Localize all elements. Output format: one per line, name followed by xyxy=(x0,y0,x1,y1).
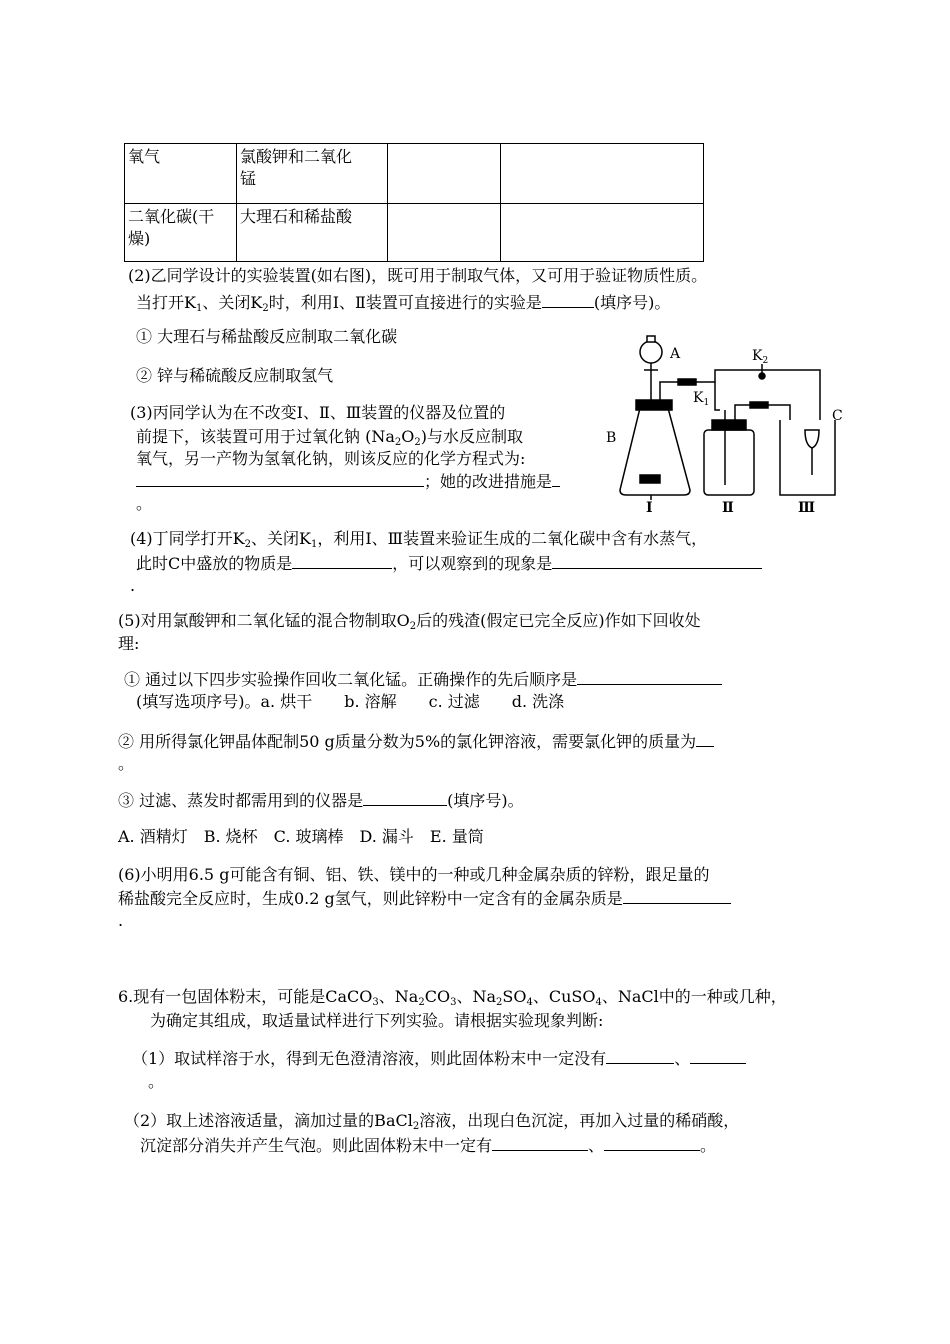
subscript: 2 xyxy=(762,356,769,366)
k-letter: K xyxy=(693,390,704,406)
answer-blank[interactable] xyxy=(292,552,392,569)
label-III: Ⅲ xyxy=(798,500,816,516)
text: ② 用所得氯化钾晶体配制50 g质量分数为5%的氯化钾溶液，需要氯化钾的质量为 xyxy=(118,732,697,751)
q3-line4 xyxy=(136,470,560,493)
subscript: 1 xyxy=(195,303,203,314)
q3-line5: 。 xyxy=(136,494,153,513)
cell-text: 大理石和稀盐酸 xyxy=(240,207,353,226)
subscript: 2 xyxy=(414,437,421,448)
text: SO xyxy=(502,987,527,1006)
p6-line2: 为确定其组成，取适量试样进行下列实验。请根据实验现象判断: xyxy=(150,1011,604,1030)
q5-step1b: (填写选项序号)。a. 烘干 b. 溶解 c. 过滤 d. 洗涤 xyxy=(136,692,565,711)
text: O xyxy=(401,427,415,446)
text: (4)丁同学打开K xyxy=(130,529,245,548)
table-cell xyxy=(501,204,704,262)
answer-blank[interactable] xyxy=(690,1047,746,1064)
q2-line2 xyxy=(136,291,670,314)
p6-line1 xyxy=(118,986,787,1008)
subscript: 4 xyxy=(526,997,533,1008)
text: 、Na xyxy=(378,987,419,1006)
text: 、 xyxy=(588,1136,605,1155)
subscript: 3 xyxy=(450,997,457,1008)
text: ；她的改进措施是 xyxy=(424,472,553,491)
q5-options: A. 酒精灯 B. 烧杯 C. 玻璃棒 D. 漏斗 E. 量筒 xyxy=(118,827,484,846)
p6-step1-end: 。 xyxy=(148,1072,165,1091)
label-K2 xyxy=(752,348,768,366)
subscript: 4 xyxy=(595,997,602,1008)
apparatus-lines xyxy=(620,336,835,500)
text: ① 通过以下四步实验操作回收二氧化锰。正确操作的先后顺序是 xyxy=(124,670,578,689)
table-row xyxy=(125,144,704,204)
table-cell xyxy=(125,204,237,262)
text: (填序号)。 xyxy=(593,293,671,312)
subscript: 3 xyxy=(372,997,379,1008)
q6-line3: . xyxy=(118,911,124,930)
label-II: Ⅱ xyxy=(722,500,734,516)
table-cell xyxy=(388,204,501,262)
text: 、NaCl中的一种或几种， xyxy=(601,987,787,1006)
cell-text: 二氧化碳(干 xyxy=(128,207,215,226)
label-A: A xyxy=(670,346,681,362)
text: 、关闭K xyxy=(202,293,263,312)
q3-line1: (3)丙同学认为在不改变Ⅰ、Ⅱ、Ⅲ装置的仪器及位置的 xyxy=(130,403,506,422)
text: 。 xyxy=(700,1136,717,1155)
cell-text: 燥) xyxy=(128,229,151,248)
q5-step2a xyxy=(118,730,714,753)
table-row xyxy=(125,204,704,262)
text: 前提下，该装置可用于过氧化钠 (Na xyxy=(136,427,395,446)
p6-step2b xyxy=(140,1134,716,1157)
subscript: 2 xyxy=(244,539,251,550)
q2-option-2: ② 锌与稀硫酸反应制取氢气 xyxy=(136,366,334,385)
k-letter: K xyxy=(752,348,763,364)
text: 沉淀部分消失并产生气泡。则此固体粉末中一定有 xyxy=(140,1136,493,1155)
q6-line2 xyxy=(118,887,731,910)
text: 溶液，出现白色沉淀，再加入过量的稀硝酸， xyxy=(419,1111,740,1130)
text: 、CuSO xyxy=(532,987,596,1006)
q5-step3 xyxy=(118,789,524,812)
q3-line3: 氧气，另一产物为氢氧化钠，则该反应的化学方程式为: xyxy=(136,449,526,468)
q4-line2 xyxy=(136,552,762,575)
label-K1 xyxy=(693,390,709,408)
text: （1）取试样溶于水，得到无色澄清溶液，则此固体粉末中一定没有 xyxy=(132,1049,607,1068)
text: 、Na xyxy=(456,987,496,1006)
text: ，可以观察到的现象是 xyxy=(392,554,553,573)
subscript: 2 xyxy=(418,997,425,1008)
answer-blank[interactable] xyxy=(604,1134,700,1151)
text: (5)对用氯酸钾和二氧化锰的混合物制取O xyxy=(118,611,410,630)
q4-line3: . xyxy=(130,576,136,595)
subscript: 2 xyxy=(394,437,402,448)
cell-text: 氧气 xyxy=(128,147,161,166)
label-B: B xyxy=(606,430,617,446)
text: ③ 过滤、蒸发时都需用到的仪器是 xyxy=(118,791,364,810)
text: (填序号)。 xyxy=(447,791,524,810)
gas-table xyxy=(124,143,704,262)
text: 、 xyxy=(674,1049,691,1068)
answer-blank[interactable] xyxy=(363,789,447,806)
text: )与水反应制取 xyxy=(420,427,523,446)
text: CO xyxy=(424,987,451,1006)
text: 此时C中盛放的物质是 xyxy=(136,554,293,573)
label-C: C xyxy=(832,408,843,424)
subscript: 2 xyxy=(496,997,503,1008)
subscript: 1 xyxy=(703,398,710,408)
text: 稀盐酸完全反应时，生成0.2 g氢气，则此锌粉中一定含有的金属杂质是 xyxy=(118,889,623,908)
subscript: 2 xyxy=(412,1121,420,1132)
q4-line1 xyxy=(130,528,707,550)
q5-line1 xyxy=(118,610,701,632)
q2-line1: (2)乙同学设计的实验装置(如右图)，既可用于制取气体，又可用于验证物质性质。 xyxy=(128,266,708,285)
answer-blank[interactable] xyxy=(552,470,560,487)
answer-blank[interactable] xyxy=(623,887,731,904)
table-cell xyxy=(501,144,704,204)
answer-blank[interactable] xyxy=(136,470,424,487)
subscript: 2 xyxy=(262,303,269,314)
cell-text: 氯酸钾和二氧化 xyxy=(240,147,353,166)
table-cell xyxy=(125,144,237,204)
answer-blank[interactable] xyxy=(492,1134,588,1151)
answer-blank[interactable] xyxy=(696,730,714,747)
apparatus-figure xyxy=(600,330,850,520)
text: 时，利用Ⅰ、Ⅱ装置可直接进行的实验是 xyxy=(268,293,542,312)
label-I: Ⅰ xyxy=(646,500,653,516)
q6-line1: (6)小明用6.5 g可能含有铜、铝、铁、镁中的一种或几种金属杂质的锌粉，跟足量的 xyxy=(118,865,710,884)
text: ，利用Ⅰ、Ⅲ装置来验证生成的二氧化碳中含有水蒸气， xyxy=(317,529,708,548)
q5-step2b: 。 xyxy=(118,754,135,773)
answer-blank[interactable] xyxy=(542,291,594,308)
q5-step1a xyxy=(124,668,722,691)
q5-line2: 理: xyxy=(118,634,140,653)
table-cell xyxy=(237,144,388,204)
text: 当打开K xyxy=(136,293,196,312)
table-cell xyxy=(237,204,388,262)
text: 6.现有一包固体粉末，可能是CaCO xyxy=(118,987,373,1006)
q2-option-1: ① 大理石与稀盐酸反应制取二氧化碳 xyxy=(136,327,398,346)
subscript: 1 xyxy=(310,539,318,550)
cell-text: 锰 xyxy=(240,169,257,188)
p6-step2a xyxy=(124,1110,739,1132)
table-cell xyxy=(388,144,501,204)
text: 后的残渣(假定已完全反应)作如下回收处 xyxy=(416,611,701,630)
answer-blank[interactable] xyxy=(606,1047,674,1064)
answer-blank[interactable] xyxy=(552,552,762,569)
subscript: 2 xyxy=(409,621,417,632)
text: （2）取上述溶液适量，滴加过量的BaCl xyxy=(124,1111,413,1130)
text: 、关闭K xyxy=(251,529,311,548)
p6-step1 xyxy=(132,1047,746,1070)
answer-blank[interactable] xyxy=(577,668,722,685)
q3-line2 xyxy=(136,426,523,448)
